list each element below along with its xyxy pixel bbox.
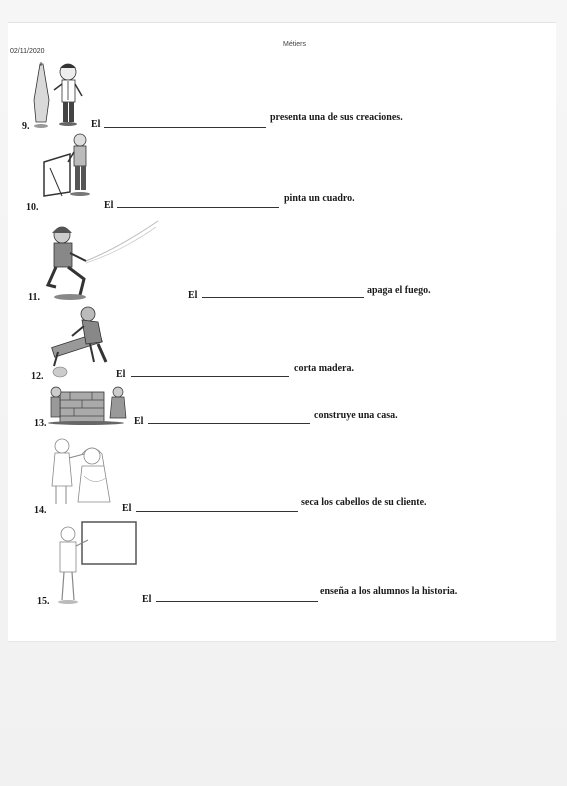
fashion-designer-illustration: [30, 60, 90, 130]
item-article: El: [188, 290, 198, 301]
item-phrase: seca los cabellos de su cliente.: [301, 497, 427, 508]
answer-blank[interactable]: [156, 601, 318, 602]
firefighter-illustration: [40, 217, 160, 303]
answer-blank[interactable]: [202, 297, 364, 298]
carpenter-illustration: [46, 300, 116, 382]
item-number: 10.: [26, 202, 39, 213]
item-article: El: [116, 369, 126, 380]
page-title: Métiers: [283, 41, 306, 48]
answer-blank[interactable]: [117, 207, 279, 208]
item-phrase: presenta una de sus creaciones.: [270, 112, 403, 123]
item-phrase: construye una casa.: [314, 410, 398, 421]
teacher-illustration: [54, 520, 138, 606]
answer-blank[interactable]: [136, 511, 298, 512]
item-phrase: pinta un cuadro.: [284, 193, 355, 204]
painter-illustration: [40, 132, 95, 198]
item-article: El: [134, 416, 144, 427]
hairdresser-illustration: [44, 436, 118, 508]
item-number: 13.: [34, 418, 47, 429]
answer-blank[interactable]: [131, 376, 289, 377]
item-number: 14.: [34, 505, 47, 516]
item-article: El: [122, 503, 132, 514]
item-phrase: apaga el fuego.: [367, 285, 431, 296]
print-date: 02/11/2020: [10, 48, 45, 55]
item-number: 15.: [37, 596, 50, 607]
item-phrase: corta madera.: [294, 363, 354, 374]
item-number: 12.: [31, 371, 44, 382]
item-article: El: [142, 594, 152, 605]
mason-illustration: [46, 382, 131, 426]
item-article: El: [91, 119, 101, 130]
item-phrase: enseña a los alumnos la historia.: [320, 586, 458, 597]
answer-blank[interactable]: [148, 423, 310, 424]
answer-blank[interactable]: [104, 127, 266, 128]
item-number: 9.: [22, 121, 30, 132]
item-number: 11.: [28, 292, 40, 303]
item-article: El: [104, 200, 114, 211]
